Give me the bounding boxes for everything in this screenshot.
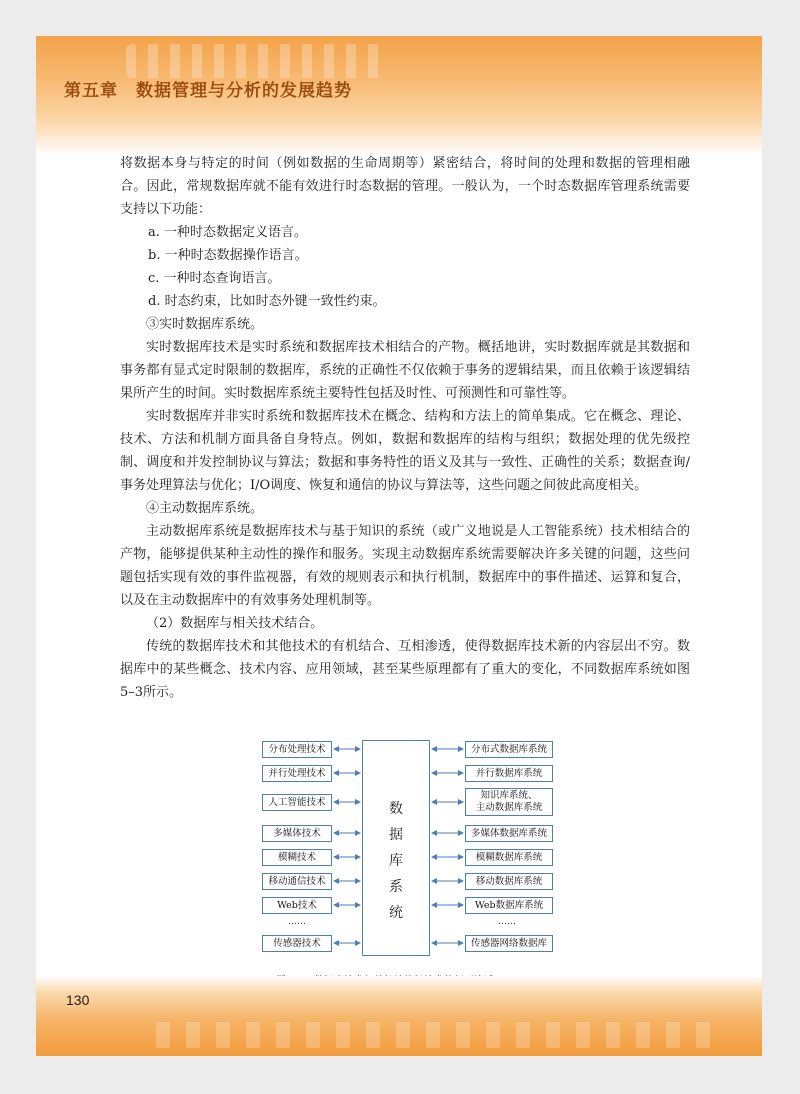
center-char: 库 (389, 853, 403, 869)
center-char: 数 (389, 801, 403, 817)
right-box-parallel-db: 并行数据库系统 (465, 765, 553, 782)
paragraph: 传统的数据库技术和其他技术的有机结合、互相渗透，使得数据库技术新的内容层出不穷。数据库中的某些概念、技术内容、应用领域，甚至某些原理都有了重大的变化，不同数据库系统如图5–3所示。 (120, 639, 690, 700)
right-box-knowledge-active-db: 知识库系统、 主动数据库系统 (465, 788, 553, 816)
right-box-web-db: Web数据库系统 (465, 897, 553, 914)
paragraph: 主动数据库系统是数据库技术与基于知识的系统（或广义地说是人工智能系统）技术相结合的产物，能够提供某种主动性的操作和服务。实现主动数据库系统需要解决许多关键的问题，这些问题包括实现有效的事件监视器，有效的规则表示和执行机制，数据库中的事件描述、运算和复合，以及在主动数据库中的有效事务处理机制等。 (120, 524, 690, 608)
left-box-multimedia: 多媒体技术 (262, 825, 332, 842)
footer-band (36, 976, 762, 1056)
figure-database-technologies (258, 736, 568, 966)
right-box-multimedia-db: 多媒体数据库系统 (465, 825, 553, 842)
left-box-mobile-communication: 移动通信技术 (262, 873, 332, 890)
right-box-distributed-db: 分布式数据库系统 (465, 741, 553, 758)
right-box-mobile-db: 移动数据库系统 (465, 873, 553, 890)
section-heading: ③实时数据库系统。 (146, 317, 264, 332)
center-char: 统 (389, 905, 403, 921)
right-box-fuzzy-db: 模糊数据库系统 (465, 849, 553, 866)
list-item: c. 一种时态查询语言。 (148, 271, 281, 286)
section-heading: （2）数据库与相关技术结合。 (146, 616, 324, 631)
left-box-sensor: 传感器技术 (262, 935, 332, 952)
list-item: b. 一种时态数据操作语言。 (148, 248, 308, 263)
right-box-sensor-network-db: 传感器网络数据库 (465, 935, 553, 952)
center-char: 据 (389, 827, 403, 843)
center-char: 系 (389, 879, 403, 895)
left-box-parallel-processing: 并行处理技术 (262, 765, 332, 782)
paragraph: 实时数据库技术是实时系统和数据库技术相结合的产物。概括地讲，实时数据库就是其数据和事务都有显式定时限制的数据库，系统的正确性不仅依赖于事务的逻辑结果，而且依赖于该逻辑结果所产生的时间。实时数据库系统主要特性包括及时性、可预测性和可靠性等。 (120, 340, 690, 401)
list-item: a. 一种时态数据定义语言。 (148, 225, 308, 240)
header-band (36, 36, 762, 156)
left-box-fuzzy: 模糊技术 (262, 849, 332, 866)
paragraph: 将数据本身与特定的时间（例如数据的生命周期等）紧密结合，将时间的处理和数据的管理相融合。因此，常规数据库就不能有效进行时态数据的管理。一般认为，一个时态数据库管理系统需要支持以下功能： (120, 156, 690, 217)
list-item: d. 时态约束，比如时态外键一致性约束。 (148, 294, 386, 309)
page-number: 130 (66, 992, 90, 1008)
center-label (362, 796, 430, 926)
left-box-distributed-processing: 分布处理技术 (262, 741, 332, 758)
right-ellipsis: …… (498, 917, 516, 927)
paragraph: 实时数据库并非实时系统和数据库技术在概念、结构和方法上的简单集成。它在概念、理论、技术、方法和机制方面具备自身特点。例如，数据和数据库的结构与组织；数据处理的优先级控制、调度和并发控制协议与算法；数据和事务特性的语义及其与一致性、正确性的关系；数据查询/事务处理算法与优化；I/O调度、恢复和通信的协议与算法等，这些问题之间彼此高度相关。 (120, 409, 690, 493)
body-text (120, 152, 690, 704)
chapter-title: 第五章 数据管理与分析的发展趋势 (64, 81, 352, 101)
book-page (36, 36, 762, 1056)
section-heading: ④主动数据库系统。 (146, 501, 264, 516)
left-box-artificial-intelligence: 人工智能技术 (262, 794, 332, 811)
left-box-web: Web技术 (262, 897, 332, 914)
left-ellipsis: …… (288, 917, 306, 927)
